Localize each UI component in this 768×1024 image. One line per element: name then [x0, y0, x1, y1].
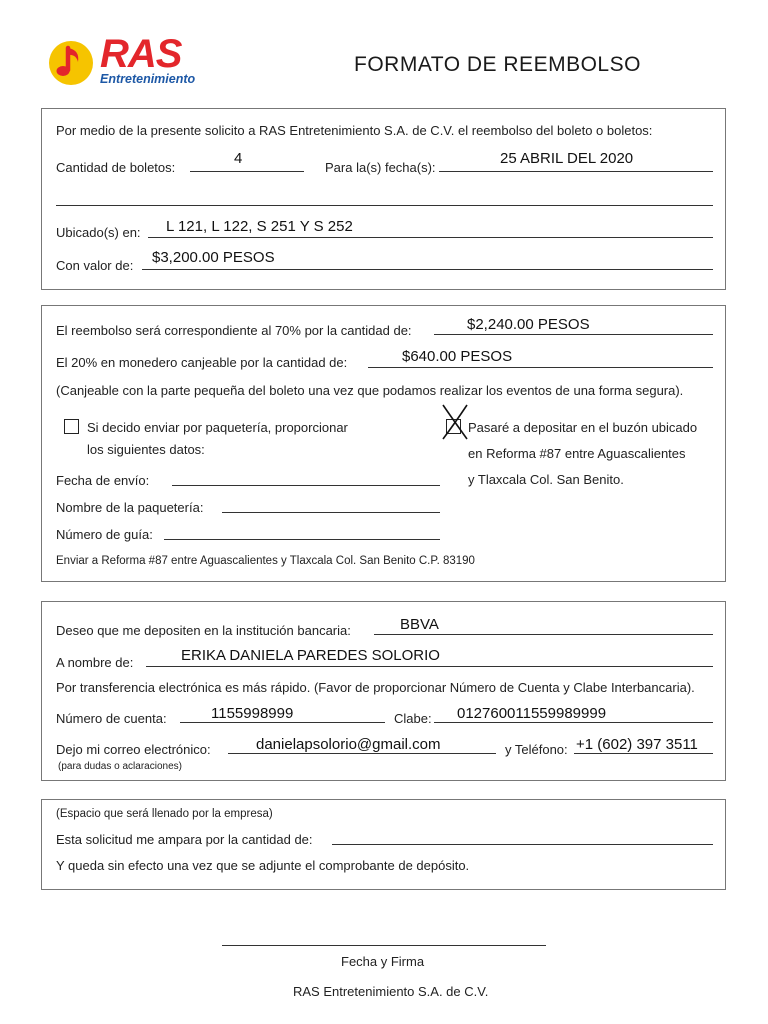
tracking-label: Número de guía:: [56, 527, 153, 542]
dates-value: 25 ABRIL DEL 2020: [500, 150, 634, 167]
account-holder-label: A nombre de:: [56, 655, 134, 670]
courier-field[interactable]: [222, 512, 440, 513]
located-field[interactable]: [148, 237, 713, 238]
tickets-field[interactable]: [190, 171, 304, 172]
phone-value: +1 (602) 397 3511: [576, 736, 698, 753]
email-note: (para dudas o aclaraciones): [58, 761, 182, 772]
tracking-field[interactable]: [164, 539, 440, 540]
located-value: L 121, L 122, S 251 Y S 252: [166, 218, 353, 235]
value-label: Con valor de:: [56, 258, 134, 273]
account-number-value: 1155998999: [211, 705, 294, 722]
account-holder-value: ERIKA DANIELA PAREDES SOLORIO: [181, 647, 440, 664]
ship-option-label-2: los siguientes datos:: [87, 442, 205, 457]
located-label: Ubicado(s) en:: [56, 225, 141, 240]
account-holder-field[interactable]: [146, 666, 713, 667]
tickets-label: Cantidad de boletos:: [56, 160, 176, 175]
clabe-label: Clabe:: [394, 711, 432, 726]
ras-logo: [48, 32, 208, 92]
courier-label: Nombre de la paquetería:: [56, 500, 204, 515]
refund70-value: $2,240.00 PESOS: [467, 316, 590, 333]
wallet20-value: $640.00 PESOS: [402, 348, 513, 365]
company-note: (Espacio que será llenado por la empresa): [56, 808, 273, 820]
dates-field[interactable]: [439, 171, 713, 172]
tickets-value: 4: [234, 150, 243, 167]
signature-line[interactable]: [222, 945, 546, 946]
account-number-field[interactable]: [180, 722, 385, 723]
phone-field[interactable]: [574, 753, 713, 754]
exchange-note: (Canjeable con la parte pequeña del boleto una vez que podamos realizar los eventos de una forma segura).: [56, 383, 684, 398]
ship-date-label: Fecha de envío:: [56, 473, 150, 488]
bank-field[interactable]: [374, 634, 713, 635]
ship-option-checkbox[interactable]: [64, 419, 79, 434]
footer-company: RAS Entretenimiento S.A. de C.V.: [293, 984, 489, 999]
signature-label: Fecha y Firma: [341, 954, 425, 969]
music-note-logo-icon: [48, 38, 98, 88]
deposit-option-label-1: Pasaré a depositar en el buzón ubicado: [468, 420, 698, 435]
clabe-field[interactable]: [434, 722, 713, 723]
covers-field[interactable]: [332, 844, 713, 845]
ship-option-label-1: Si decido enviar por paquetería, proporcionar: [87, 420, 348, 435]
bank-label: Deseo que me depositen en la institución bancaria:: [56, 623, 351, 638]
void-note: Y queda sin efecto una vez que se adjunte el comprobante de depósito.: [56, 858, 470, 873]
logo-subtitle: Entretenimiento: [100, 72, 196, 86]
email-field[interactable]: [228, 753, 496, 754]
dates-extra-field[interactable]: [56, 205, 713, 206]
email-label: Dejo mi correo electrónico:: [56, 742, 211, 757]
clabe-value: 012760011559989999: [457, 705, 607, 722]
value-value: $3,200.00 PESOS: [152, 249, 275, 266]
transfer-note: Por transferencia electrónica es más rápido. (Favor de proporcionar Número de Cuenta y Clabe Interbancaria).: [56, 680, 695, 695]
send-to-address: Enviar a Reforma #87 entre Aguascalientes y Tlaxcala Col. San Benito C.P. 83190: [56, 555, 475, 567]
intro-text: Por medio de la presente solicito a RAS Entretenimiento S.A. de C.V. el reembolso del boleto o boletos:: [56, 123, 653, 138]
deposit-option-label-3: y Tlaxcala Col. San Benito.: [468, 472, 624, 487]
covers-label: Esta solicitud me ampara por la cantidad de:: [56, 832, 313, 847]
logo-wordmark: RAS: [100, 32, 182, 76]
wallet20-field[interactable]: [368, 367, 713, 368]
phone-label: y Teléfono:: [505, 742, 568, 757]
refund70-field[interactable]: [434, 334, 713, 335]
bank-value: BBVA: [400, 616, 439, 633]
ship-date-field[interactable]: [172, 485, 440, 486]
handwritten-x-mark-icon: [440, 403, 470, 441]
dates-label: Para la(s) fecha(s):: [325, 160, 436, 175]
account-number-label: Número de cuenta:: [56, 711, 167, 726]
refund70-label: El reembolso será correspondiente al 70% por la cantidad de:: [56, 323, 412, 338]
email-value: danielapsolorio@gmail.com: [256, 736, 441, 753]
wallet20-label: El 20% en monedero canjeable por la cantidad de:: [56, 355, 348, 370]
value-field[interactable]: [142, 269, 713, 270]
page-title: FORMATO DE REEMBOLSO: [354, 53, 641, 76]
deposit-option-label-2: en Reforma #87 entre Aguascalientes: [468, 446, 686, 461]
